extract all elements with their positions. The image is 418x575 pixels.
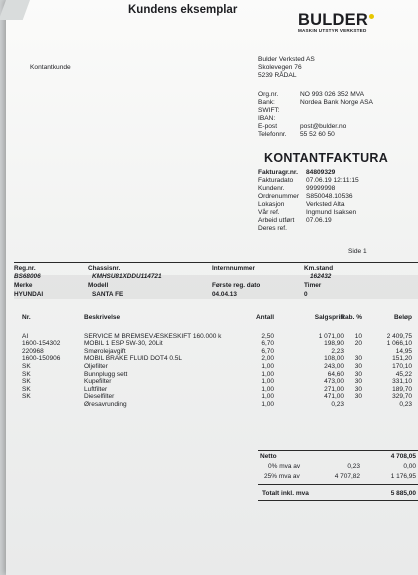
iban-label: IBAN: <box>258 115 276 122</box>
row-amount: 151,20 <box>392 355 412 363</box>
logo-brand: BULDER <box>298 11 368 29</box>
vat0-value: 0,00 <box>403 463 416 470</box>
invoice-lines-table <box>14 314 414 409</box>
table-row <box>14 371 414 379</box>
hours-value: 0 <box>304 291 308 298</box>
company-postal: 5239 RÅDAL <box>258 72 297 79</box>
model-value: SANTA FE <box>92 291 124 298</box>
vat25-base: 4 707,82 <box>334 473 360 480</box>
copy-label: Kundens eksemplar <box>128 4 238 16</box>
table-row <box>14 393 414 401</box>
customer-number-value: 99999998 <box>306 185 336 192</box>
row-desc: MOBIL BRAKE FLUID DOT4 0.5L <box>84 355 183 363</box>
table-row <box>14 333 414 341</box>
orgnr-value: NO 993 026 352 MVA <box>300 91 365 98</box>
table-row <box>14 378 414 386</box>
row-amount: 331,10 <box>392 378 412 386</box>
total-value: 5 885,00 <box>390 490 416 497</box>
col-amount-header: Beløp <box>393 314 412 321</box>
row-rab: 10 <box>354 332 362 340</box>
row-nr: 220968 <box>22 347 44 355</box>
table-row <box>14 401 414 409</box>
customer-number-label: Kundenr. <box>258 185 285 192</box>
model-header: Modell <box>88 282 109 289</box>
row-amount: 1 066,10 <box>386 340 412 348</box>
row-qty: 1,00 <box>261 400 274 408</box>
invoice-number-label: Fakturagr.nr. <box>258 169 298 176</box>
table-row <box>14 348 414 356</box>
row-nr: SK <box>22 378 31 386</box>
logo-dot-icon <box>369 14 374 19</box>
email-label: E-post <box>258 123 278 130</box>
paper-fold <box>0 0 30 20</box>
col-desc-header: Beskrivelse <box>84 314 121 321</box>
chassis-header: Chassisnr. <box>88 265 121 272</box>
col-rab-header: Rab. % <box>340 314 362 321</box>
row-amount: 45,22 <box>395 370 412 378</box>
bank-value: Nordea Bank Norge ASA <box>300 99 373 106</box>
row-amount: 170,10 <box>392 362 412 370</box>
row-rab: 30 <box>354 378 362 386</box>
total-label: Totalt inkl. mva <box>262 490 309 497</box>
company-address <box>258 56 315 80</box>
customer-label: Kontantkunde <box>30 64 71 71</box>
table-header <box>14 314 414 322</box>
location-label: Lokasjon <box>258 201 285 208</box>
row-rab: 30 <box>354 362 362 370</box>
row-qty: 6,70 <box>261 340 274 348</box>
netto-label: Netto <box>260 453 277 460</box>
row-rab: 20 <box>354 340 362 348</box>
row-price: 473,00 <box>324 378 344 386</box>
company-details <box>258 91 373 139</box>
bank-label: Bank: <box>258 99 275 106</box>
row-qty: 6,70 <box>261 347 274 355</box>
chassis-value: KMHSU81XDDU114721 <box>92 273 162 280</box>
row-nr: 1600-150906 <box>22 355 61 363</box>
row-price: 2,23 <box>331 347 344 355</box>
vat25-label: 25% mva av <box>264 473 300 480</box>
table-row <box>14 363 414 371</box>
vat0-base: 0,23 <box>347 463 360 470</box>
invoice-details <box>258 169 359 233</box>
row-desc: Dieselfilter <box>84 393 115 401</box>
iban-value <box>300 115 373 123</box>
row-qty: 1,00 <box>261 385 274 393</box>
row-price: 108,00 <box>324 355 344 363</box>
order-number-label: Ordrenummer <box>258 193 300 200</box>
row-amount: 329,70 <box>392 393 412 401</box>
row-qty: 1,00 <box>261 393 274 401</box>
row-desc: SERVICE M BREMSEVÆSKESKIFT 160.000 k <box>84 332 222 340</box>
row-desc: Smørolejavgift <box>84 347 126 355</box>
table-row <box>14 386 414 394</box>
row-desc: Luftfilter <box>84 385 108 393</box>
table-row <box>14 355 414 363</box>
row-nr: SK <box>22 370 31 378</box>
netto-value: 4 708,05 <box>390 453 416 460</box>
row-rab: 30 <box>354 385 362 393</box>
row-rab: 30 <box>354 393 362 401</box>
row-price: 1 071,00 <box>318 332 344 340</box>
internal-number-header: Internnummer <box>212 265 255 272</box>
km-value: 162432 <box>310 273 332 280</box>
invoice-paper <box>6 0 418 575</box>
col-price-header: Salgspris <box>314 314 344 321</box>
row-amount: 189,70 <box>392 385 412 393</box>
km-header: Km.stand <box>304 265 334 272</box>
your-ref-value <box>306 225 359 233</box>
company-logo <box>298 12 374 33</box>
col-qty-header: Antall <box>255 314 274 321</box>
row-qty: 2,50 <box>261 332 274 340</box>
first-reg-header: Første reg. dato <box>212 282 261 289</box>
row-desc: Øresavrunding <box>84 400 127 408</box>
vat25-value: 1 176,95 <box>390 473 416 480</box>
table-row <box>14 340 414 348</box>
our-ref-label: Vår ref. <box>258 209 280 216</box>
divider <box>14 262 418 263</box>
row-amount: 0,23 <box>399 400 412 408</box>
location-value: Verksted Alta <box>306 201 345 208</box>
row-rab: 30 <box>354 355 362 363</box>
row-desc: Oljefilter <box>84 362 108 370</box>
row-price: 471,00 <box>324 393 344 401</box>
email-value[interactable]: post@bulder.no <box>300 123 347 130</box>
phone-label: Telefonnr. <box>258 131 287 138</box>
row-nr: SK <box>22 362 31 370</box>
your-ref-label: Deres ref. <box>258 225 287 232</box>
row-amount: 14,95 <box>395 347 412 355</box>
totals-divider-top <box>258 450 418 451</box>
row-amount: 2 409,75 <box>386 332 412 340</box>
row-price: 0,23 <box>331 400 344 408</box>
phone-value: 55 52 60 50 <box>300 131 335 138</box>
row-nr: 1600-154302 <box>22 340 61 348</box>
row-price: 243,00 <box>324 362 344 370</box>
make-header: Merke <box>14 282 33 289</box>
orgnr-label: Org.nr. <box>258 91 279 98</box>
row-desc: MOBIL 1 ESP 5W-30, 20Lit <box>84 340 163 348</box>
row-qty: 1,00 <box>261 370 274 378</box>
invoice-title: KONTANTFAKTURA <box>264 151 389 165</box>
row-price: 198,90 <box>324 340 344 348</box>
company-name: Bulder Verksted AS <box>258 56 315 63</box>
col-nr-header: Nr. <box>22 314 31 321</box>
invoice-number-value: 84809329 <box>306 169 336 176</box>
regnr-header: Reg.nr. <box>14 265 36 272</box>
swift-value <box>300 107 373 115</box>
row-desc: Kupefilter <box>84 378 112 386</box>
vat0-label: 0% mva av <box>268 463 301 470</box>
row-qty: 1,00 <box>261 362 274 370</box>
our-ref-value: Ingmund Isaksen <box>306 209 357 216</box>
swift-label: SWIFT: <box>258 107 280 114</box>
work-date-label: Arbeid utført <box>258 217 295 224</box>
company-street: Skolevegen 76 <box>258 64 302 71</box>
make-value: HYUNDAI <box>14 291 44 298</box>
totals-divider-bottom <box>258 500 418 501</box>
first-reg-value: 04.04.13 <box>212 291 237 298</box>
order-number-value: S850048.10536 <box>306 193 353 200</box>
row-nr: SK <box>22 393 31 401</box>
row-qty: 2,00 <box>261 355 274 363</box>
totals-divider-mid <box>258 484 418 485</box>
page-number: Side 1 <box>348 248 367 255</box>
row-rab: 30 <box>354 370 362 378</box>
hours-header: Timer <box>304 282 322 289</box>
row-price: 64,60 <box>327 370 344 378</box>
logo-tagline: MASKIN UTSTYR VERKSTED <box>298 28 367 33</box>
row-nr: SK <box>22 385 31 393</box>
row-nr: AI <box>22 332 29 340</box>
row-qty: 1,00 <box>261 378 274 386</box>
row-desc: Bunnplugg sett <box>84 370 128 378</box>
invoice-date-value: 07.06.19 12:11:15 <box>306 177 359 184</box>
work-date-value: 07.06.19 <box>306 217 332 224</box>
regnr-value: BS68006 <box>14 273 41 280</box>
invoice-date-label: Fakturadato <box>258 177 294 184</box>
row-price: 271,00 <box>324 385 344 393</box>
